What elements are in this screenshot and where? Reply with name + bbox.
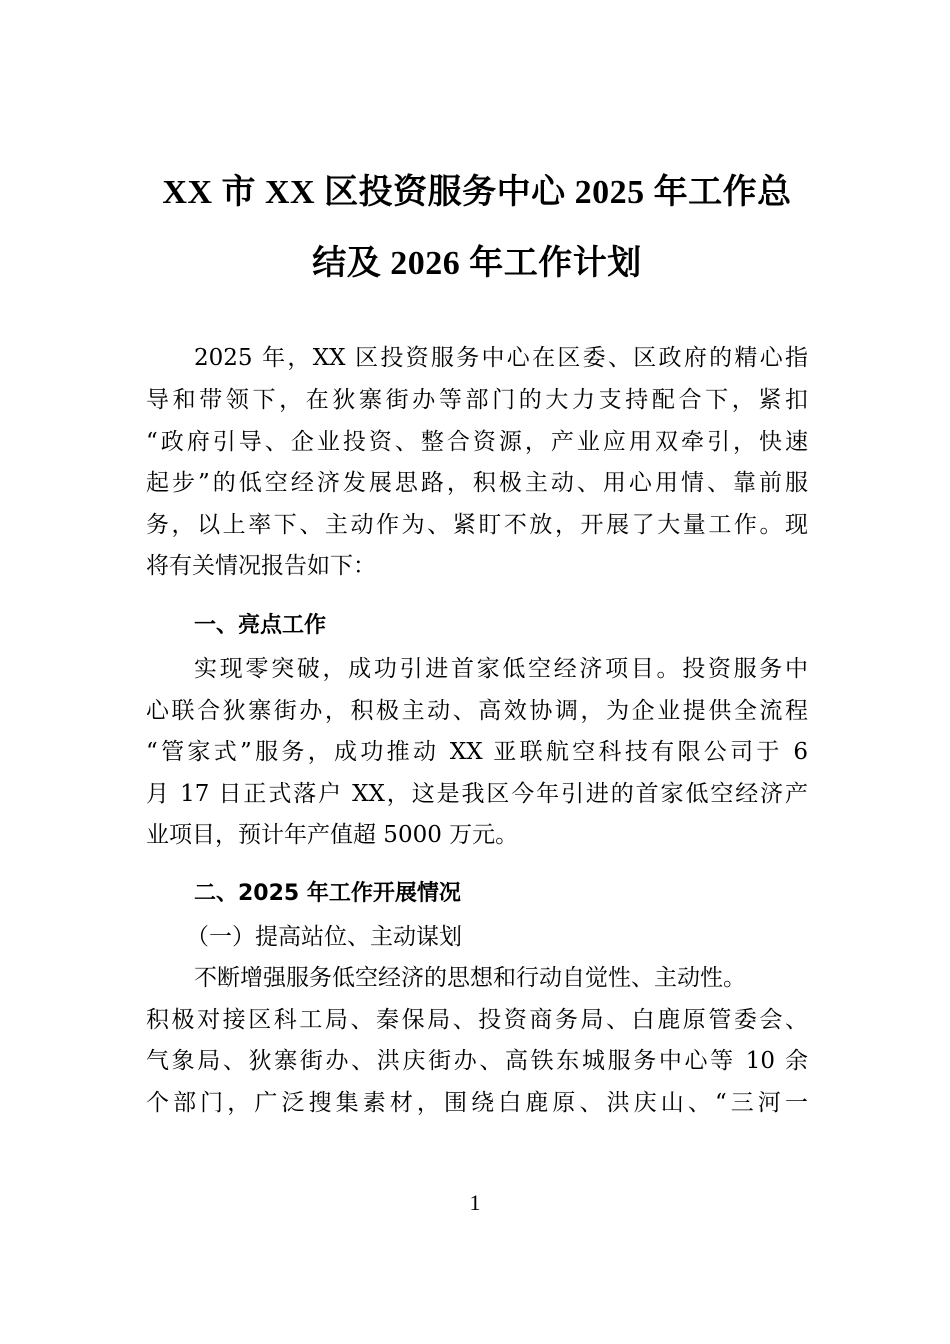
section1-paragraph-line: 月 17 日正式落户 XX，这是我区今年引进的首家低空经济产 — [146, 781, 808, 807]
section-heading-highlights: 一、亮点工作 — [194, 613, 327, 638]
intro-paragraph-line: 将有关情况报告如下： — [146, 553, 376, 579]
section1-paragraph-line: “管家式”服务，成功推动 XX 亚联航空科技有限公司于 6 — [146, 739, 808, 765]
section2-paragraph-line: 气象局、狄寨街办、洪庆街办、高铁东城服务中心等 10 余 — [146, 1048, 808, 1074]
page-number: 1 — [469, 1190, 481, 1215]
section2-paragraph-line: 积极对接区科工局、秦保局、投资商务局、白鹿原管委会、 — [146, 1007, 808, 1033]
document-title-line-2: 结及 2026 年工作计划 — [312, 245, 642, 282]
intro-paragraph-line: 2025 年，XX 区投资服务中心在区委、区政府的精心指 — [194, 345, 808, 371]
document-title-line-1: XX 市 XX 区投资服务中心 2025 年工作总 — [162, 174, 792, 211]
intro-paragraph-line: 务，以上率下、主动作为、紧盯不放，开展了大量工作。现 — [146, 512, 808, 538]
intro-paragraph-line: 导和带领下，在狄寨街办等部门的大力支持配合下，紧扣 — [146, 387, 808, 413]
section2-paragraph-line: 个部门，广泛搜集素材，围绕白鹿原、洪庆山、“三河一 — [146, 1090, 808, 1116]
intro-paragraph-line: “政府引导、企业投资、整合资源，产业应用双牵引，快速 — [146, 429, 808, 455]
section1-paragraph-line: 实现零突破，成功引进首家低空经济项目。投资服务中 — [194, 656, 808, 682]
section-heading-2025-work: 二、2025 年工作开展情况 — [194, 881, 461, 906]
section1-paragraph-line: 心联合狄寨街办，积极主动、高效协调，为企业提供全流程 — [146, 698, 808, 724]
section2-paragraph-line: 不断增强服务低空经济的思想和行动自觉性、主动性。 — [194, 965, 746, 991]
section1-paragraph-line: 业项目，预计年产值超 5000 万元。 — [146, 822, 519, 848]
intro-paragraph-line: 起步”的低空经济发展思路，积极主动、用心用情、靠前服 — [146, 470, 808, 496]
subsection-heading: （一）提高站位、主动谋划 — [186, 924, 462, 950]
